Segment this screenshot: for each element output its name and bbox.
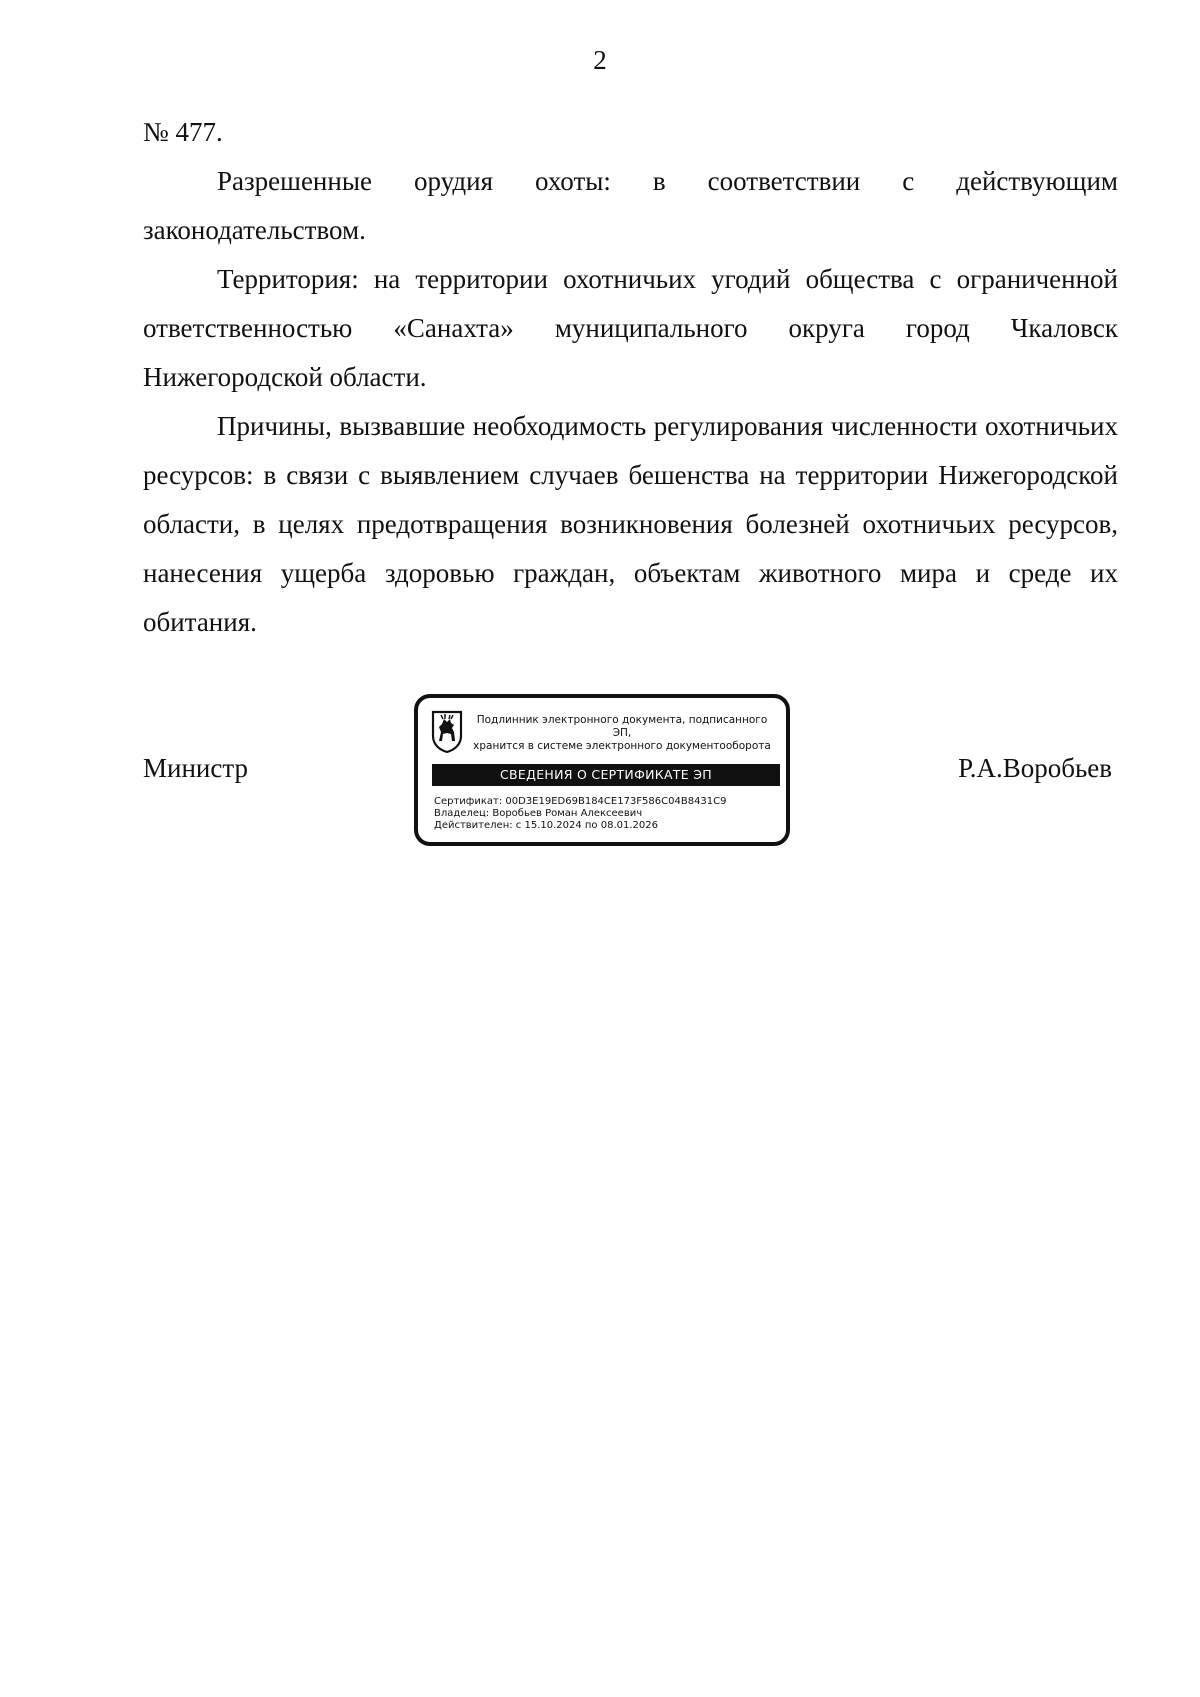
coat-of-arms-icon	[430, 710, 464, 754]
stamp-certificate-owner: Владелец: Воробьев Роман Алексеевич	[434, 808, 643, 819]
stamp-certificate-header: СВЕДЕНИЯ О СЕРТИФИКАТЕ ЭП	[432, 764, 780, 786]
paragraph-hunting-tools: Разрешенные орудия охоты: в соответствии с действующим законодательством.	[143, 166, 1118, 245]
stamp-note-line-2: хранится в системе электронного документооборота	[473, 740, 771, 752]
paragraph-territory: Территория: на территории охотничьих угодий общества с ограниченной ответственностью «Санахта» муниципального округа город Чкаловск Нижегородской области.	[143, 264, 1118, 392]
signature-block	[143, 694, 1118, 864]
stamp-note	[468, 714, 776, 753]
paragraph-order-number: № 477.	[143, 117, 223, 147]
signer-name: Р.А.Воробьев	[958, 753, 1112, 783]
stamp-top	[428, 710, 774, 758]
electronic-signature-stamp	[414, 694, 790, 846]
paragraph-reasons: Причины, вызвавшие необходимость регулирования численности охотничьих ресурсов: в связи с выявлением случаев бешенства на территории Нижегородской области, в целях предотвращения возникновения болезней охотничьих ресурсов, нанесения ущерба здоровью граждан, объектам животного мира и среде их обитания.	[143, 411, 1118, 637]
stamp-certificate-number: Сертификат: 00D3E19ED69B184CE173F586C04B8431C9	[434, 796, 727, 807]
document-body	[143, 108, 1118, 647]
stamp-certificate-details	[434, 796, 774, 832]
stamp-certificate-validity: Действителен: с 15.10.2024 по 08.01.2026	[434, 820, 658, 831]
stamp-note-line-1: Подлинник электронного документа, подписанного ЭП,	[476, 714, 768, 739]
page-number: 2	[593, 45, 607, 75]
signer-position: Министр	[143, 753, 248, 783]
